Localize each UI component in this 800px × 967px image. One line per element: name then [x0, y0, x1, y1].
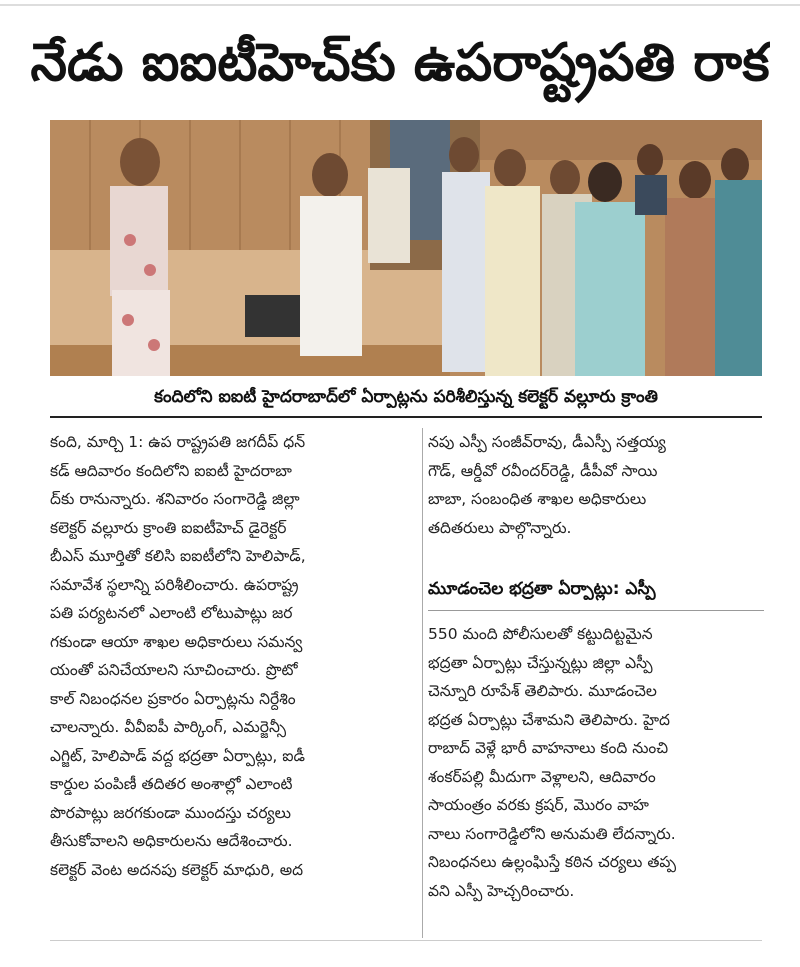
text-line: కార్డుల పంపిణీ తదితర అంశాల్లో ఎలాంటి: [50, 775, 293, 793]
text-line: కలెక్టర్ వల్లూరు క్రాంతి ఐఐటీహెచ్ డైరెక్టర్: [50, 518, 287, 537]
text-line: నిబంధనలు ఉల్లంఘిస్తే కఠిన చర్యలు తప్ప: [428, 853, 677, 871]
text-line: సమావేశ స్థలాన్ని పరిశీలించారు. ఉపరాష్ట్ర: [50, 575, 299, 594]
text-line: బీఎస్ మూర్తితో కలిసి ఐఐటీలోని హెలిపాడ్,: [50, 547, 306, 565]
text-line: వని ఎస్పీ హెచ్చరించారు.: [428, 881, 575, 900]
text-line: ఎగ్జిట్, హెలిపాడ్ వద్ద భద్రతా ఏర్పాట్లు, ఐడీ: [50, 746, 306, 765]
text-line: బాబా, సంబంధిత శాఖల అధికారులు: [428, 490, 647, 508]
text-line: కంది, మార్చి 1: ఉప రాష్ట్రపతి జగదీప్ ధన్: [50, 433, 306, 451]
article-left-column: [50, 428, 418, 884]
text-line: తదితరులు పాల్గొన్నారు.: [428, 518, 572, 537]
caption-divider: [50, 416, 762, 418]
text-line: కడ్ ఆదివారం కందిలోని ఐఐటీ హైదరాబా: [50, 461, 292, 480]
text-line: పొరపాట్లు జరగకుండా ముందస్తు చర్యలు: [50, 803, 291, 822]
text-line: 550 మంది పోలీసులతో కట్టుదిట్టమైన: [428, 625, 653, 643]
text-line: నాలు సంగారెడ్డిలోని అనుమతి లేదన్నారు.: [428, 824, 676, 843]
text-line: ద్‌కు రానున్నారు. శనివారం సంగారెడ్డి జిల్లా: [50, 490, 300, 508]
text-line: చాలన్నారు. వీవీఐపీ పార్కింగ్, ఎమర్జెన్సీ: [50, 718, 287, 736]
photo-caption: కందిలోని ఐఐటీ హైదరాబాద్‌లో ఏర్పాట్లను పరిశీలిస్తున్న కలెక్టర్ వల్లూరు క్రాంతి: [154, 387, 658, 407]
text-line: కాల్ నిబంధనల ప్రకారం ఏర్పాట్లను నిర్దేశిం: [50, 689, 296, 708]
text-line: పతి పర్యటనలో ఎలాంటి లోటుపాట్లు జర: [50, 604, 293, 622]
article-right-column-top: [428, 428, 764, 542]
column-divider: [422, 428, 423, 938]
text-line: యంతో పనిచేయాలని సూచించారు. ప్రొటో: [50, 661, 298, 679]
text-line: చెన్నూరి రూపేశ్ తెలిపారు. మూడంచెల: [428, 682, 657, 700]
text-line: గకుండా ఆయా శాఖల అధికారులు సమన్వ: [50, 632, 303, 651]
text-line: భద్రత ఏర్పాట్లు చేశామని తెలిపారు. హైద: [428, 710, 670, 729]
page-bottom-border: [50, 940, 762, 941]
text-line: గౌడ్, ఆర్డీవో రవీందర్‌రెడ్డి, డీపీవో సాయి: [428, 461, 658, 480]
text-line: తీసుకోవాలని అధికారులను ఆదేశించారు.: [50, 832, 293, 850]
news-photo: [50, 120, 762, 376]
text-line: రాబాద్ వెళ్లే భారీ వాహనాలు కంది నుంచి: [428, 739, 669, 757]
article-right-column-bottom: [428, 620, 764, 905]
page-top-border: [0, 4, 800, 6]
text-line: నపు ఎస్పీ సంజీవ్‌రావు, డీఎస్పీ సత్తయ్య: [428, 433, 666, 451]
subheading-divider: [428, 610, 764, 611]
text-line: కలెక్టర్ వెంట అదనపు కలెక్టర్ మాధురి, అద: [50, 860, 304, 879]
text-line: సాయంత్రం వరకు క్రషర్, మొరం వాహ: [428, 796, 649, 814]
headline: నేడు ఐఐటీహెచ్‌కు ఉపరాష్ట్రపతి రాక: [30, 33, 770, 93]
text-line: భద్రతా ఏర్పాట్లు చేస్తున్నట్లు జిల్లా ఎస్పీ: [428, 653, 653, 672]
text-line: శంకర్‌పల్లి మీదుగా వెళ్లాలని, ఆదివారం: [428, 767, 656, 786]
subheading: మూడంచెల భద్రతా ఏర్పాట్లు: ఎస్పీ: [428, 579, 656, 599]
